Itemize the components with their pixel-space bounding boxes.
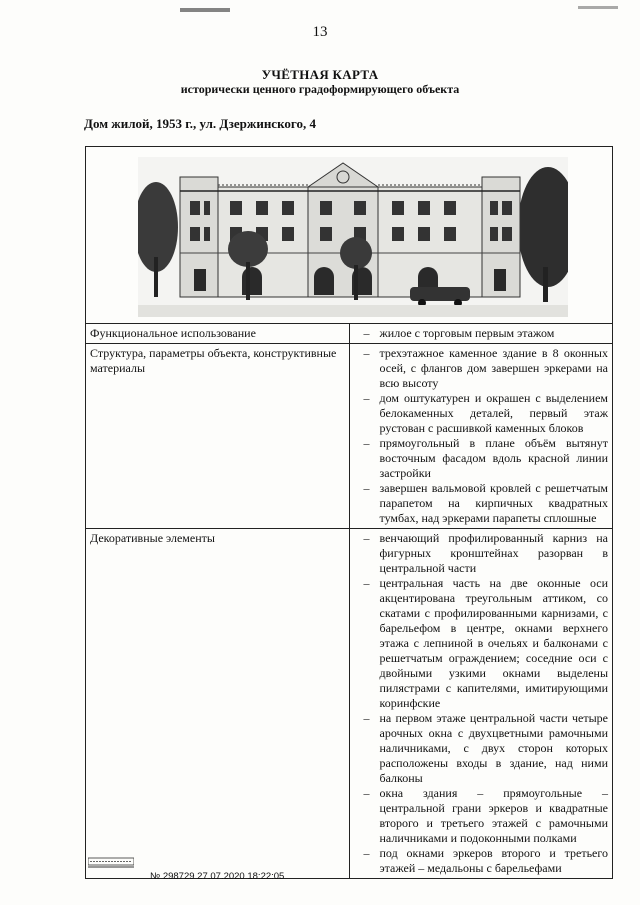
row-items xyxy=(349,529,613,879)
document-footer xyxy=(150,871,284,882)
row-label: Декоративные элементы xyxy=(86,529,350,879)
list-item: – центральная часть на две оконные оси акцентирована треугольным аттиком, со скатами с профилированными карнизами, с барельефом в центре, окнами верхнего этажа с лепниной в очельях и балконами с решетчатым ограждением; соседние оси с двойными узкими окнами выделены пилястрами с капителями, имитирующими коринфские xyxy=(363,576,608,710)
document-number: № 298729 xyxy=(150,871,195,882)
scan-artifact xyxy=(578,6,618,9)
row-items xyxy=(349,344,613,529)
list-item: – на первом этаже центральной части четыре арочных окна с двухцветными рамочными наличниками, с двух сторон которых расположены входы в здание, над ними балконы xyxy=(363,711,608,785)
row-label: Структура, параметры объекта, конструктивные материалы xyxy=(86,344,350,529)
list-item: – трехэтажное каменное здание в 8 оконных осей, с флангов дом завершен эркерами на всю высоту xyxy=(363,346,608,390)
row-label: Функциональное использование xyxy=(86,324,350,344)
object-name: Дом жилой, 1953 г., ул. Дзержинского, 4 xyxy=(84,116,316,131)
list-item: – завершен вальмовой кровлей с решетчатым парапетом на кирпичных квадратных тумбах, над эркерами парапеты сплошные xyxy=(363,481,608,525)
list-item: – под окнами эркеров второго и третьего этажей – медальоны с барельефами xyxy=(363,846,608,875)
building-photo xyxy=(90,149,608,321)
scan-artifact xyxy=(180,8,230,12)
list-item: – прямоугольный в плане объём вытянут восточным фасадом вдоль красной линии застройки xyxy=(363,436,608,480)
row-decorative xyxy=(86,529,613,879)
list-item: – жилое с торговым первым этажом xyxy=(363,326,555,340)
card-subtitle: исторически ценного градоформирующего объекта xyxy=(180,82,460,96)
row-structure xyxy=(86,344,613,529)
photo-cell xyxy=(86,147,613,324)
photo-row xyxy=(86,147,613,324)
card-title: УЧЁТНАЯ КАРТА xyxy=(261,67,379,82)
row-function xyxy=(86,324,613,344)
list-item: – окна здания – прямоугольные – центральной грани эркеров и квадратные второго и третьего этажей с рамочными наличниками и подоконными полками xyxy=(363,786,608,845)
building-photo-image xyxy=(138,157,568,317)
signature-stamp-icon xyxy=(88,856,134,868)
page-number: 13 xyxy=(312,24,328,40)
document-timestamp: 27.07.2020 18:22:05 xyxy=(197,871,285,882)
record-card-table xyxy=(85,146,613,879)
list-item: – дом оштукатурен и окрашен с выделением белокаменных деталей, первый этаж рустован с расшивкой каменных блоков xyxy=(363,391,608,435)
list-item: – венчающий профилированный карниз на фигурных кронштейнах разорван в центральной части xyxy=(363,531,608,575)
row-items xyxy=(349,324,613,344)
